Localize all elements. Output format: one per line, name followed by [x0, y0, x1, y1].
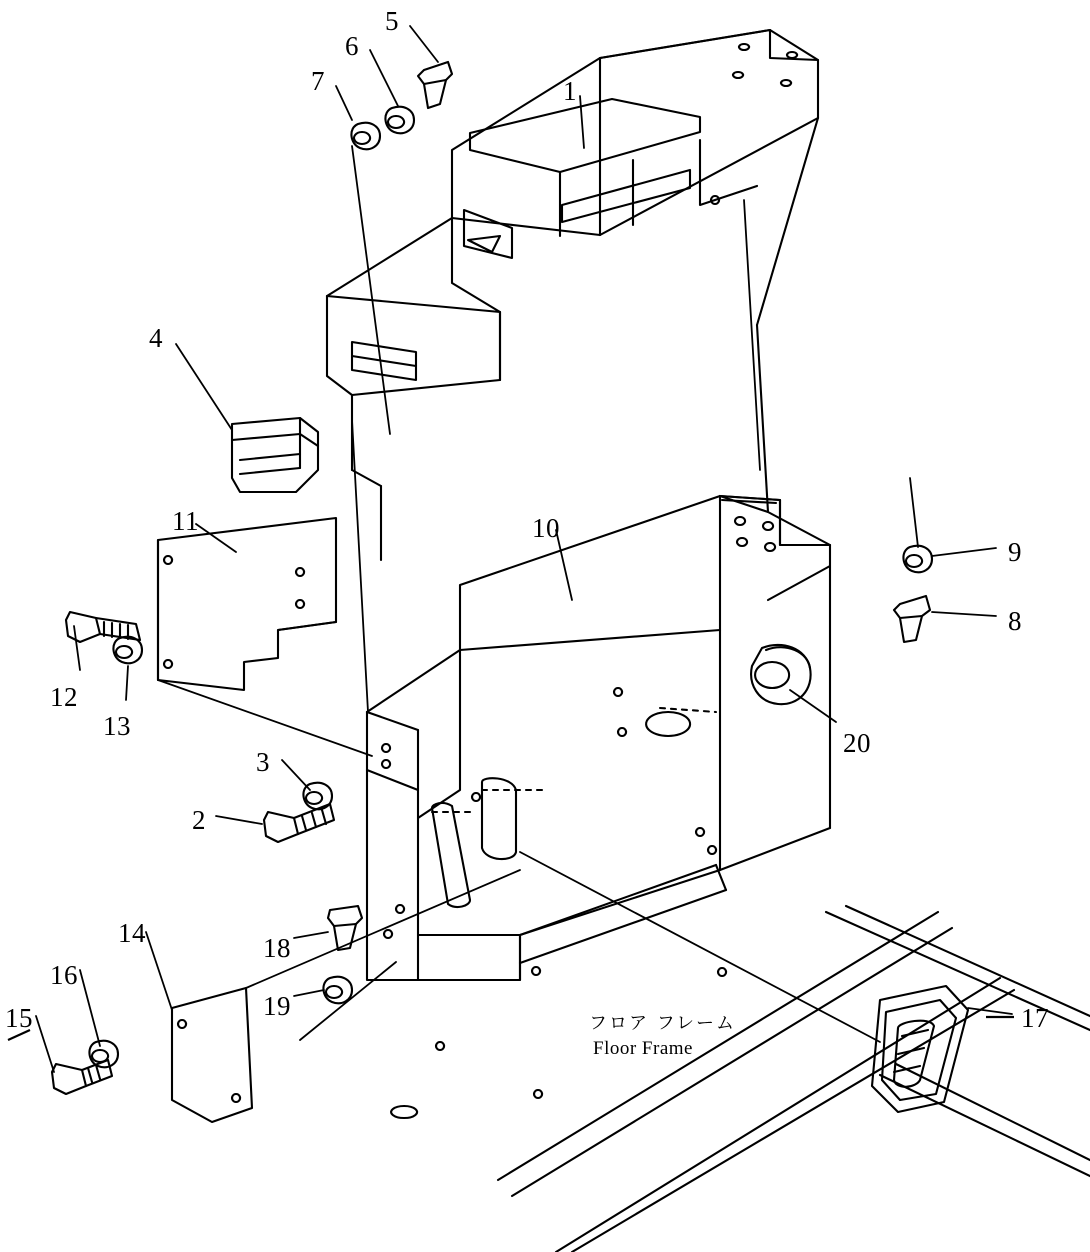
callout-7: 7 — [311, 66, 325, 96]
callout-20: 20 — [843, 728, 871, 758]
callout-19: 19 — [263, 991, 291, 1021]
callout-9: 9 — [1008, 537, 1022, 567]
callout-6: 6 — [345, 31, 359, 61]
callout-17: 17 — [1021, 1003, 1049, 1033]
callout-2: 2 — [192, 805, 206, 835]
callout-10: 10 — [532, 513, 560, 543]
callout-18: 18 — [263, 933, 291, 963]
callout-15: 15 — [5, 1003, 33, 1033]
callout-1: 1 — [563, 76, 577, 106]
floor-frame-caption-jp: フロア フレーム — [589, 1013, 737, 1034]
callout-4: 4 — [149, 323, 163, 353]
callout-13: 13 — [103, 711, 131, 741]
callout-11: 11 — [172, 506, 199, 536]
callout-8: 8 — [1008, 606, 1022, 636]
floor-frame-caption-en: Floor Frame — [593, 1038, 693, 1059]
callout-12: 12 — [50, 682, 78, 712]
callout-14: 14 — [118, 918, 146, 948]
callout-16: 16 — [50, 960, 78, 990]
callout-3: 3 — [256, 747, 270, 777]
callout-5: 5 — [385, 6, 399, 36]
